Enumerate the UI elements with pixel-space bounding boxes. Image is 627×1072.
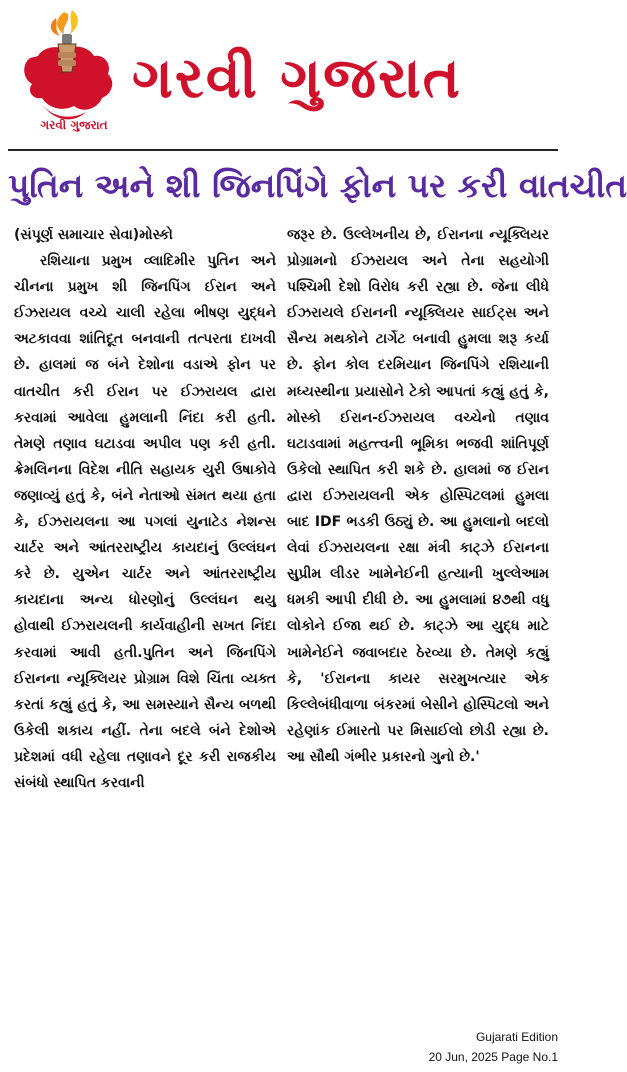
masthead bbox=[0, 0, 566, 150]
article-body-right: જરૂર છે. ઉલ્લેખનીય છે, ઈરાનના ન્યૂક્લિયર પ્રોગ્રામનો ઈઝરાયલ અને તેના સહયોગી પશ્ચિમી દેશો વિરોધ કરી રહ્યા છે. જેના લીધે ઈઝરાયલે ઈરાનની ન્યૂક્લિયર સાઈટ્સ અને સૈન્ય મથકોને ટાર્ગેટ બનાવી હુમલા શરૂ કર્યા છે. ફોન કોલ દરમિયાન જિનપિંગે રશિયાની મધ્યસ્થીના પ્રયાસોને ટેકો આપતાં કહ્યું હતું કે, મોસ્કો ઈરાન-ઈઝરાયલ વચ્ચેનો તણાવ ઘટાડવામાં મહત્ત્વની ભૂમિકા ભજવી શાંતિપૂર્ણ ઉકેલો સ્થાપિત કરી શકે છે. હાલમાં જ ઈરાન દ્વારા ઈઝરાયલની એક હોસ્પિટલમાં હુમલા બાદ IDF ભડકી ઉઠ્યું છે. આ હુમલાનો બદલો લેવાં ઈઝરાયલના રક્ષા મંત્રી કાટ્ઝે ઈરાનના સુપ્રીમ લીડર ખામેનેઈની હત્યાની ખુલ્લેઆમ ધમકી આપી દીધી છે. આ હુમલામાં ૪૭થી વધુ લોકોને ઈજા થઈ છે. કાટ્ઝે આ યુદ્ધ માટે ખામેનેઈને જવાબદાર ઠેરવ્યા છે. તેમણે કહ્યું કે, 'ઈરાનના કાયર સરમુખત્યાર એક કિલ્લેબંધીવાળા બંકરમાં બેસીને હોસ્પિટલો અને રહેણાંક ઈમારતો પર મિસાઈલો છોડી રહ્યા છે. આ સૌથી ગંભીર પ્રકારનો ગુનો છે.' bbox=[287, 227, 549, 765]
article-body-left: રશિયાના પ્રમુખ વ્લાદિમીર પુતિન અને ચીનના પ્રમુખ શી જિનપિંગ ઈરાન અને ઈઝરાયલ વચ્ચે ચાલી રહેલા ભીષણ યુદ્ધને અટકાવવા શાંતિદૂત બનવાની તત્પરતા દાખવી છે. હાલમાં જ બંને દેશોના વડાએ ફોન પર વાતચીત કરી ઈરાન પર ઈઝરાયલ દ્વારા કરવામાં આવેલા હુમલાની નિંદા કરી હતી. તેમણે તણાવ ઘટાડવા અપીલ પણ કરી હતી. ક્રેમલિનના વિદેશ નીતિ સહાયક યુરી ઉષાકોવે જણાવ્યું હતું કે, બંને નેતાઓ સંમત થયા હતા કે, ઈઝરાયલના આ પગલાં યુનાટેડ નેશન્સ ચાર્ટર અને આંતરરાષ્ટ્રીય કાયદાનું ઉલ્લંઘન કરે છે. યુએન ચાર્ટર અને આંતરરાષ્ટ્રીય કાયદાના અન્ય ધોરણોનું ઉલ્લંઘન થયુ હોવાથી ઈઝરાયલની કાર્યવાહીની સખત નિંદા કરવામાં આવી હતી.પુતિન અને જિનપિંગે ઈરાનના ન્યૂક્લિયર પ્રોગ્રામ વિશે ચિંતા વ્યક્ત કરતાં કહ્યું હતું કે, આ સમસ્યાને સૈન્ય બળથી ઉકેલી શકાય નહીં. તેના બદલે બંને દેશોએ પ્રદેશમાં વધી રહેલા તણાવને દૂર કરી રાજકીય સંબંધો સ્થાપિત કરવાની bbox=[14, 253, 276, 791]
article-column-left bbox=[14, 222, 276, 796]
edition-label: Gujarati Edition bbox=[475, 1030, 558, 1044]
article-headline: પુતિન અને શી જિનપિંગે ફોન પર કરી વાતચીત bbox=[8, 166, 627, 205]
newspaper-name: ગરવી ગુજરાત bbox=[132, 46, 462, 111]
date-page-label: 20 Jun, 2025 Page No.1 bbox=[428, 1050, 558, 1064]
masthead-divider bbox=[8, 149, 558, 151]
logo-caption: ગરવી ગુજરાત bbox=[40, 118, 108, 132]
article-dateline: (સંપૂર્ણ સમાચાર સેવા)મોસ્કો bbox=[14, 227, 173, 243]
article-column-right bbox=[287, 222, 549, 770]
